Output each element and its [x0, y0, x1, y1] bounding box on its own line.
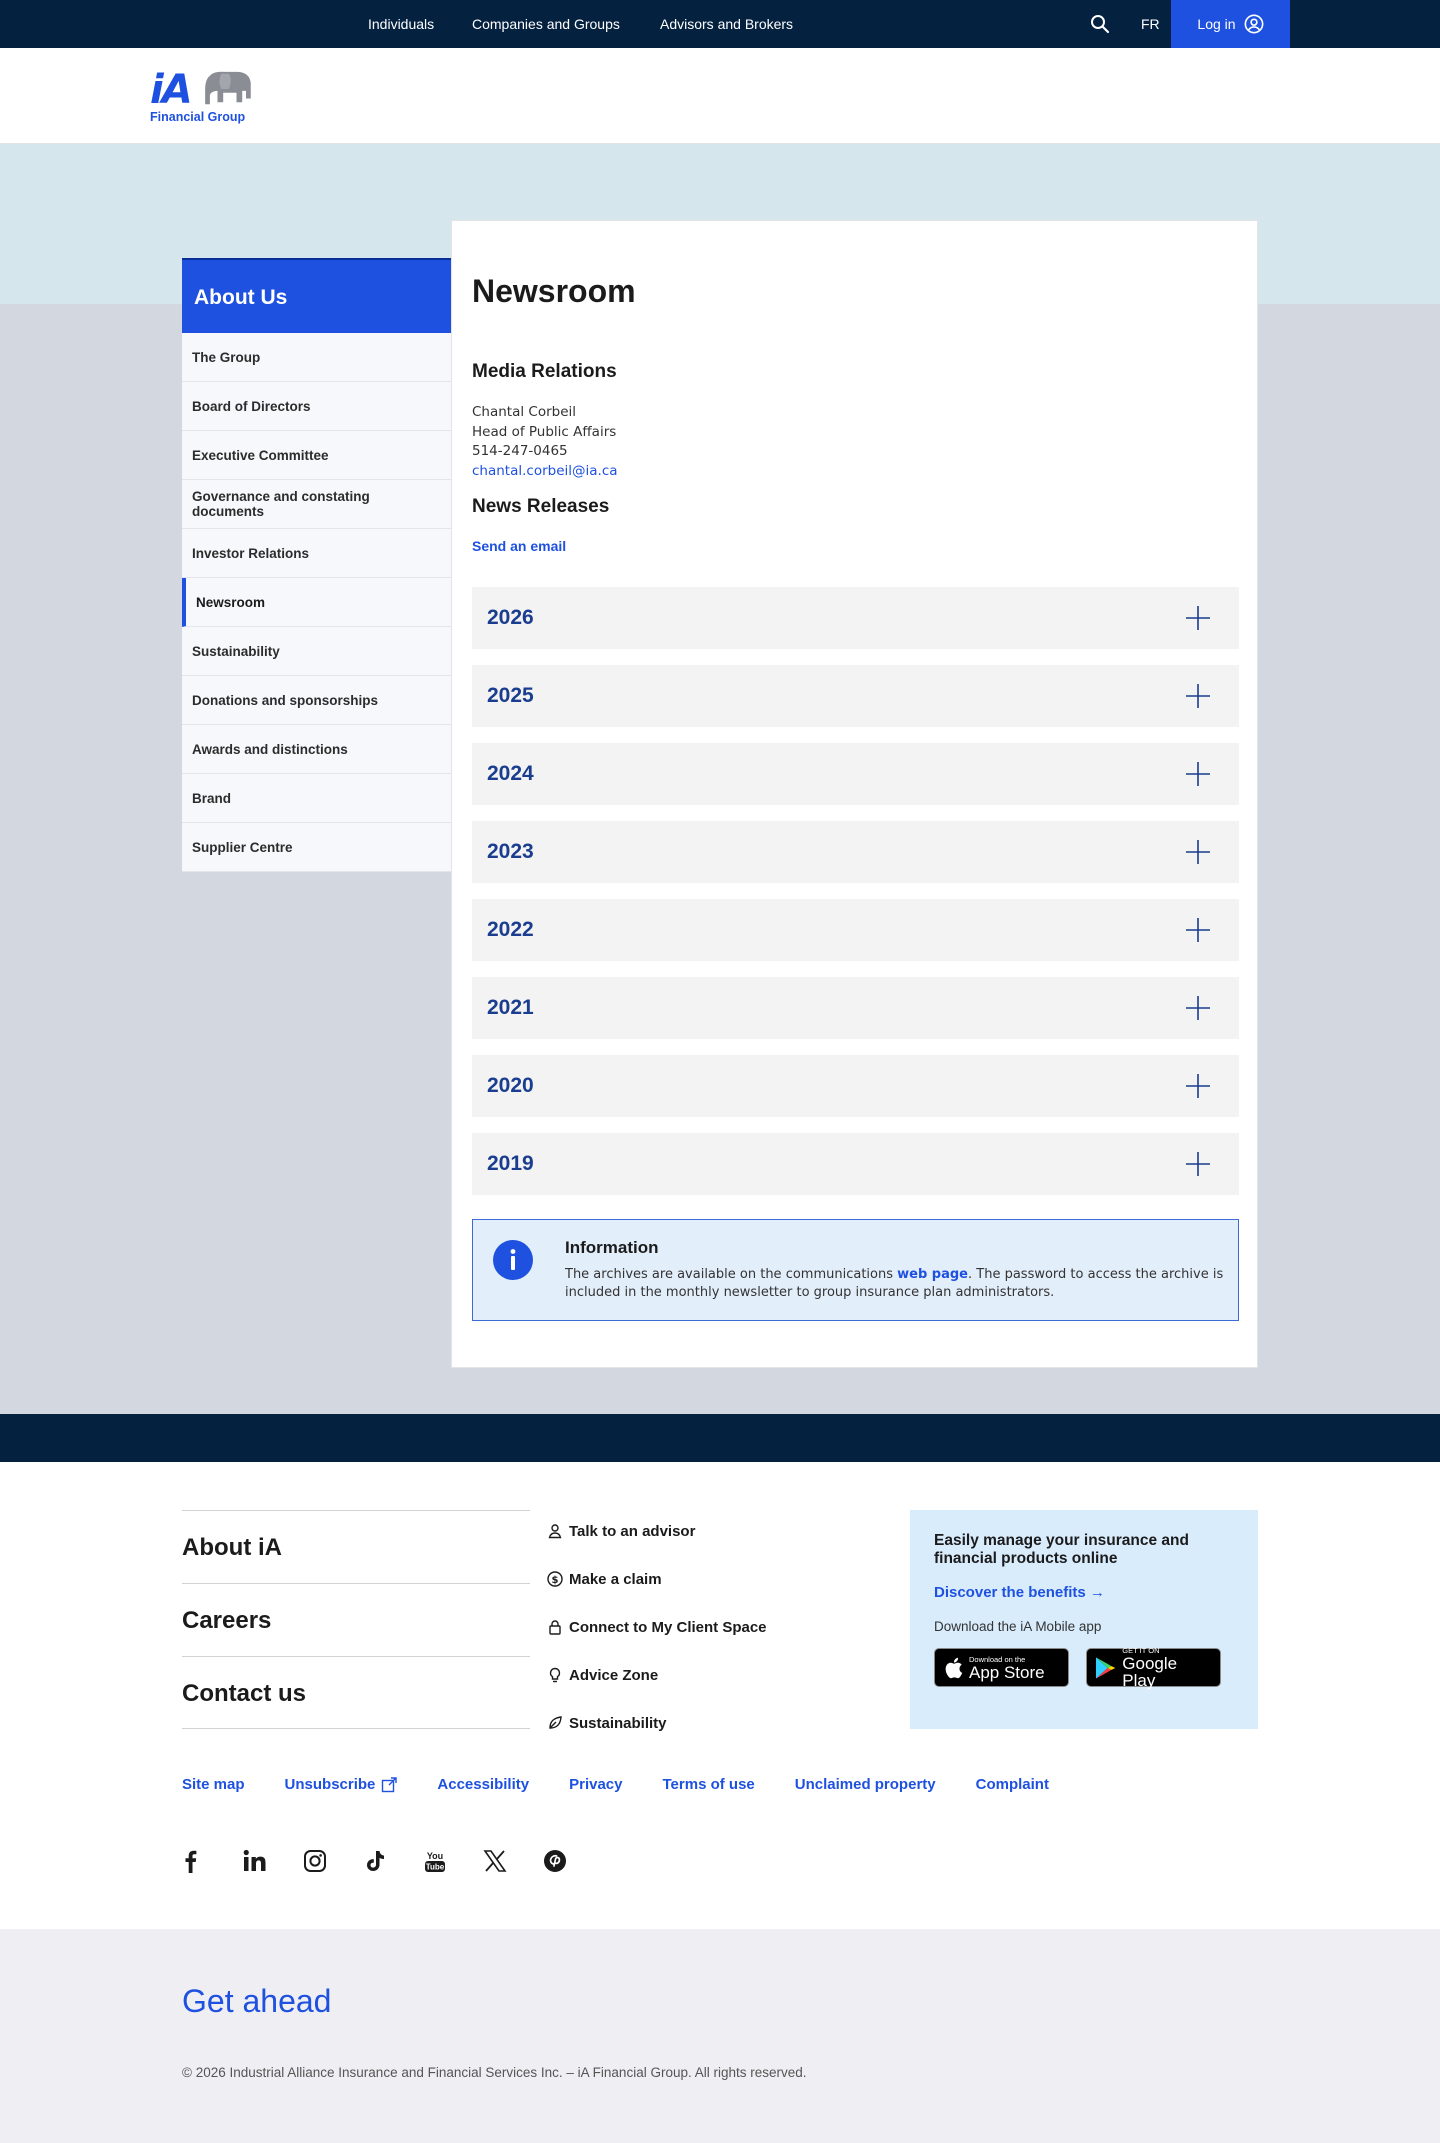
sidebar-item-label: Donations and sponsorships [192, 692, 379, 708]
sidebar-item-investor[interactable] [182, 529, 451, 578]
mobile-app-promo [910, 1510, 1258, 1729]
person-icon [547, 1523, 563, 1539]
tiktok-icon[interactable] [362, 1848, 388, 1874]
login-button[interactable] [1171, 0, 1290, 48]
footer-top-band [0, 1414, 1440, 1462]
web-page-link[interactable]: web page [897, 1267, 968, 1282]
logo-subtitle: Financial Group [150, 110, 246, 124]
contact-phone: 514-247-0465 [472, 443, 568, 459]
legal-link-privacy[interactable]: Privacy [569, 1776, 623, 1793]
accordion-year-label: 2021 [487, 996, 534, 1019]
footer-link-contact[interactable]: Contact us [182, 1656, 530, 1729]
quick-link-label: Connect to My Client Space [569, 1618, 767, 1636]
google-play-icon [1095, 1656, 1116, 1680]
user-circle-icon [1244, 14, 1264, 34]
app-store-badge[interactable] [934, 1648, 1069, 1687]
ia-logo[interactable] [150, 68, 254, 126]
accordion-year-label: 2025 [487, 684, 534, 707]
leaf-icon [547, 1715, 563, 1731]
external-link-icon [381, 1777, 397, 1793]
sidebar-item-governance[interactable] [182, 480, 451, 529]
quick-link-label: Make a claim [569, 1570, 662, 1588]
contact-email-link[interactable]: chantal.corbeil@ia.ca [472, 462, 618, 479]
legal-link-site-map[interactable]: Site map [182, 1776, 245, 1793]
lightbulb-icon [547, 1667, 563, 1683]
accordion-year-2021[interactable] [472, 977, 1239, 1039]
information-title: Information [565, 1238, 659, 1257]
sidebar-item-supplier[interactable] [182, 823, 451, 872]
page-title: Newsroom [472, 273, 636, 309]
sidebar-item-executive[interactable] [182, 431, 451, 480]
quick-link-client-space[interactable] [547, 1603, 767, 1651]
year-accordion [472, 587, 1239, 1211]
pinterest-icon[interactable] [542, 1848, 568, 1874]
legal-link-terms[interactable]: Terms of use [662, 1776, 755, 1793]
plus-icon [1185, 605, 1211, 631]
legal-link-unclaimed[interactable]: Unclaimed property [794, 1776, 936, 1793]
sidebar-item-brand[interactable] [182, 774, 451, 823]
information-text-after: . The password to access the archive is included in the monthly newsletter to group insurance plan administrators. [565, 1267, 1224, 1300]
google-play-small: GET IT ON [1122, 1646, 1160, 1655]
accordion-year-2023[interactable] [472, 821, 1239, 883]
information-text [565, 1266, 1225, 1302]
footer-link-about[interactable]: About iA [182, 1510, 530, 1583]
accordion-year-label: 2026 [487, 606, 534, 629]
quick-link-label: Advice Zone [569, 1666, 659, 1684]
info-icon [493, 1240, 533, 1280]
accordion-year-2020[interactable] [472, 1055, 1239, 1117]
accordion-year-2026[interactable] [472, 587, 1239, 649]
media-relations-heading: Media Relations [472, 361, 617, 382]
sidebar-item-label: Executive Committee [192, 447, 329, 463]
accordion-year-2022[interactable] [472, 899, 1239, 961]
send-email-link[interactable]: Send an email [472, 538, 567, 554]
google-play-badge[interactable] [1086, 1646, 1221, 1690]
app-download-text: Download the iA Mobile app [934, 1619, 1102, 1634]
app-store-small: Download on the [969, 1654, 1026, 1664]
linkedin-icon[interactable] [242, 1848, 268, 1874]
quick-link-label: Talk to an advisor [569, 1522, 696, 1540]
search-icon[interactable] [1090, 14, 1110, 34]
plus-icon [1185, 917, 1211, 943]
sidebar-item-donations[interactable] [182, 676, 451, 725]
sidebar-item-label: The Group [192, 349, 261, 365]
sidebar-title[interactable]: About Us [182, 258, 451, 333]
sidebar-item-label: Sustainability [192, 643, 280, 659]
plus-icon [1185, 683, 1211, 709]
instagram-icon[interactable] [302, 1848, 328, 1874]
social-links [182, 1848, 568, 1874]
x-icon[interactable] [482, 1848, 508, 1874]
sidebar-item-label: Newsroom [196, 594, 266, 610]
plus-icon [1185, 1073, 1211, 1099]
sidebar-item-board[interactable] [182, 382, 451, 431]
content-card [451, 220, 1258, 1368]
sidebar-item-label: Investor Relations [192, 545, 310, 561]
elephant-icon [200, 70, 254, 108]
quick-link-advisor[interactable] [547, 1507, 767, 1555]
nav-advisors-label[interactable]: Advisors and Brokers [660, 16, 794, 32]
accordion-year-2024[interactable] [472, 743, 1239, 805]
contact-name: Chantal Corbeil [472, 404, 577, 420]
nav-individuals[interactable] [368, 0, 434, 48]
nav-companies[interactable] [472, 0, 620, 48]
quick-link-claim[interactable] [547, 1555, 767, 1603]
logo-brand: iA [150, 67, 191, 113]
contact-role: Head of Public Affairs [472, 423, 617, 440]
legal-link-label: Unsubscribe [284, 1776, 376, 1793]
footer-link-careers[interactable]: Careers [182, 1583, 530, 1656]
apple-icon [943, 1656, 963, 1680]
lock-icon [547, 1619, 563, 1635]
dollar-circle-icon [547, 1571, 563, 1587]
quick-link-label: Sustainability [569, 1714, 667, 1732]
footer-bottom [0, 1929, 1440, 2143]
google-play-big: Google Play [1122, 1654, 1178, 1690]
language-toggle[interactable]: FR [1141, 16, 1160, 32]
accordion-year-label: 2024 [487, 762, 534, 785]
discover-benefits-link[interactable]: Discover the benefits → [934, 1584, 1105, 1601]
plus-icon [1185, 1151, 1211, 1177]
sidebar-item-label: Supplier Centre [192, 839, 293, 855]
sidebar-item-the-group[interactable] [182, 333, 451, 382]
app-store-big: App Store [969, 1662, 1045, 1682]
sidebar-item-label: Governance and constating documents [192, 489, 370, 519]
accordion-year-label: 2023 [487, 840, 534, 863]
nav-advisors[interactable] [660, 0, 793, 48]
accordion-year-2025[interactable] [472, 665, 1239, 727]
plus-icon [1185, 761, 1211, 787]
sidebar-item-sustainability[interactable] [182, 627, 451, 676]
legal-link-unsubscribe[interactable] [285, 1776, 398, 1793]
app-promo-title: Easily manage your insurance and financial products online [934, 1532, 1189, 1567]
accordion-year-label: 2019 [487, 1152, 534, 1175]
svg-text:You: You [426, 1851, 444, 1861]
footer-quick-links [547, 1507, 767, 1747]
news-releases-heading: News Releases [472, 496, 610, 517]
media-contact [472, 403, 618, 481]
plus-icon [1185, 839, 1211, 865]
sidebar-item-label: Brand [192, 790, 232, 806]
information-text-before: The archives are available on the communications [565, 1267, 898, 1282]
app-store-badges [934, 1646, 1234, 1690]
svg-text:$: $ [551, 1574, 559, 1586]
legal-links [182, 1776, 1089, 1793]
legal-link-accessibility[interactable]: Accessibility [437, 1776, 530, 1793]
accordion-year-2019[interactable] [472, 1133, 1239, 1195]
information-notice [472, 1219, 1239, 1321]
copyright: © 2026 Industrial Alliance Insurance and Financial Services Inc. – iA Financial Group. All rights reserved. [182, 2065, 807, 2080]
tagline: Get ahead [182, 1983, 332, 2019]
quick-link-sustainability[interactable] [547, 1699, 767, 1747]
nav-individuals-label[interactable]: Individuals [368, 16, 435, 32]
about-sidebar [182, 258, 451, 872]
facebook-icon[interactable] [182, 1848, 208, 1874]
sidebar-item-awards[interactable] [182, 725, 451, 774]
quick-link-advice-zone[interactable] [547, 1651, 767, 1699]
sidebar-item-label: Board of Directors [192, 398, 311, 414]
sidebar-item-label: Awards and distinctions [192, 741, 348, 757]
footer-main-links [182, 1510, 530, 1729]
svg-text:Tube: Tube [425, 1862, 445, 1872]
login-label: Log in [1197, 16, 1236, 32]
plus-icon [1185, 995, 1211, 1021]
nav-companies-label[interactable]: Companies and Groups [472, 16, 620, 32]
accordion-year-label: 2020 [487, 1074, 534, 1097]
youtube-icon[interactable] [422, 1848, 448, 1874]
accordion-year-label: 2022 [487, 918, 534, 941]
legal-link-complaint[interactable]: Complaint [975, 1776, 1049, 1793]
sidebar-item-newsroom[interactable] [182, 578, 451, 627]
